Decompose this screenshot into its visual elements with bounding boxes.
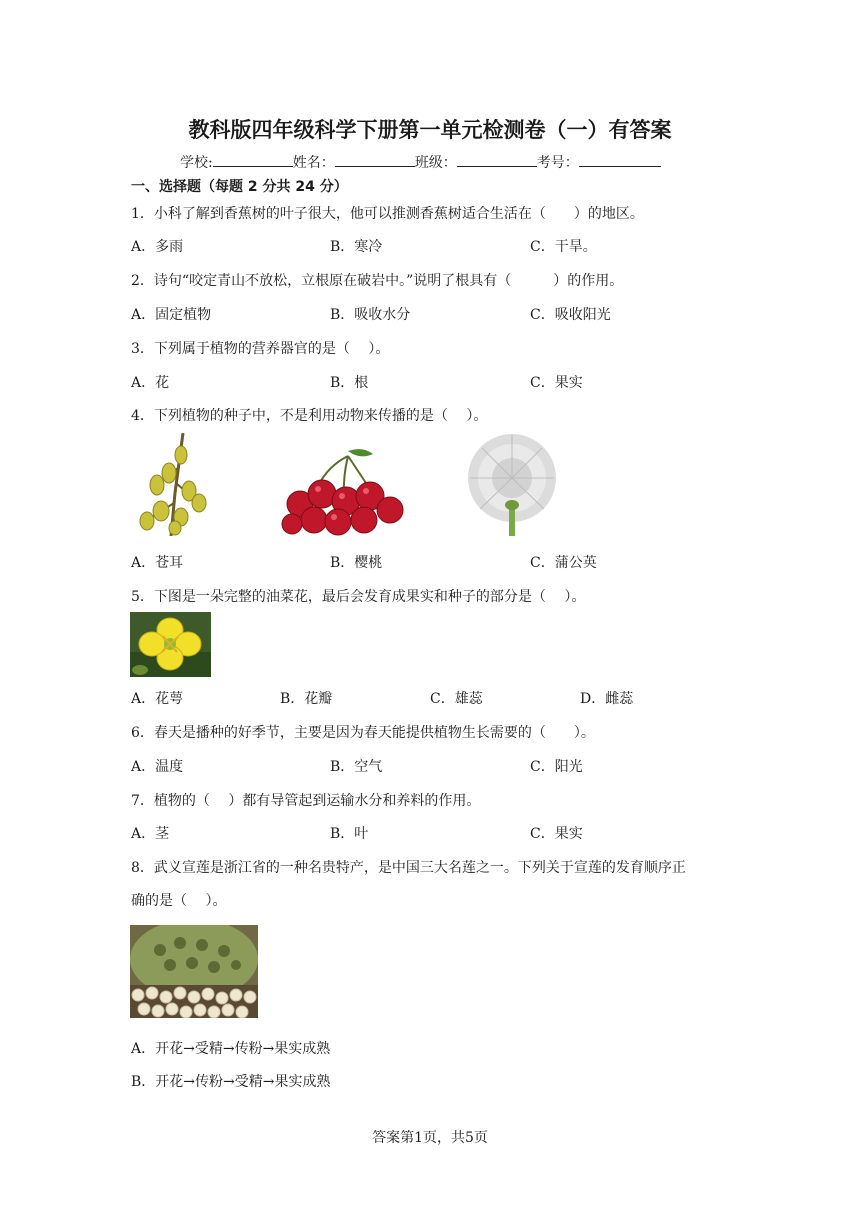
name-label: 姓名： (292, 155, 335, 171)
student-info-line (180, 152, 661, 172)
q5-option-c: C．雄蕊 (430, 691, 483, 707)
q4-option-b: B．樱桃 (330, 555, 383, 571)
page-footer: 答案第1页，共5页 (372, 1130, 488, 1146)
q3-option-b: B．根 (330, 375, 369, 391)
q6-option-b: B．空气 (330, 759, 383, 775)
q5-option-d: D．雌蕊 (580, 691, 634, 707)
q1-option-c: C．干旱。 (530, 239, 597, 255)
q1-option-b: B．寒冷 (330, 239, 383, 255)
q4-option-a: A．苍耳 (131, 555, 184, 571)
q2-option-a: A．固定植物 (131, 307, 212, 323)
q7-option-a: A．茎 (131, 826, 170, 842)
q7-option-b: B．叶 (330, 826, 369, 842)
question-1: 1．小科了解到香蕉树的叶子很大，他可以推测香蕉树适合生活在（ ）的地区。 (131, 206, 644, 222)
question-8-line-1: 8．武义宣莲是浙江省的一种名贵特产，是中国三大名莲之一。下列关于宣莲的发育顺序正 (131, 860, 686, 876)
question-2: 2．诗句“咬定青山不放松，立根原在破岩中。”说明了根具有（ ）的作用。 (131, 273, 624, 289)
q7-option-c: C．果实 (530, 826, 583, 842)
exam-no-label: 考号： (536, 155, 579, 171)
q6-option-a: A．温度 (131, 759, 184, 775)
school-blank (213, 152, 293, 167)
q4-option-c: C．蒲公英 (530, 555, 597, 571)
q3-option-a: A．花 (131, 375, 170, 391)
question-7: 7．植物的（ ）都有导管起到运输水分和养料的作用。 (131, 793, 481, 809)
q5-option-b: B．花瓣 (280, 691, 333, 707)
question-3: 3．下列属于植物的营养器官的是（ ）。 (131, 341, 390, 357)
section-heading: 一、选择题（每题 2 分共 24 分） (131, 179, 348, 195)
cherry-image (278, 446, 410, 536)
school-label: 学校: (180, 155, 213, 171)
name-blank (335, 152, 415, 167)
q8-option-b: B．开花→传粉→受精→果实成熟 (131, 1074, 331, 1090)
q2-option-b: B．吸收水分 (330, 307, 411, 323)
q5-option-a: A．花萼 (131, 691, 184, 707)
q1-option-a: A．多雨 (131, 239, 184, 255)
dandelion-image (464, 433, 561, 536)
document-title: 教科版四年级科学下册第一单元检测卷（一）有答案 (188, 118, 672, 142)
lotus-seed-image (130, 925, 258, 1018)
question-4: 4．下列植物的种子中，不是利用动物来传播的是（ ）。 (131, 408, 488, 424)
class-blank (457, 152, 537, 167)
exam-no-blank (579, 152, 661, 167)
question-6: 6．春天是播种的好季节，主要是因为春天能提供植物生长需要的（ ）。 (131, 725, 595, 741)
q2-option-c: C．吸收阳光 (530, 307, 611, 323)
q6-option-c: C．阳光 (530, 759, 583, 775)
question-8-line-2: 确的是（ ）。 (131, 893, 227, 909)
class-label: 班级： (414, 155, 457, 171)
rapeseed-flower-image (130, 612, 211, 677)
q8-option-a: A．开花→受精→传粉→果实成熟 (131, 1041, 331, 1057)
question-5: 5．下图是一朵完整的油菜花，最后会发育成果实和种子的部分是（ ）。 (131, 589, 586, 605)
q3-option-c: C．果实 (530, 375, 583, 391)
cocklebur-image (131, 433, 221, 536)
